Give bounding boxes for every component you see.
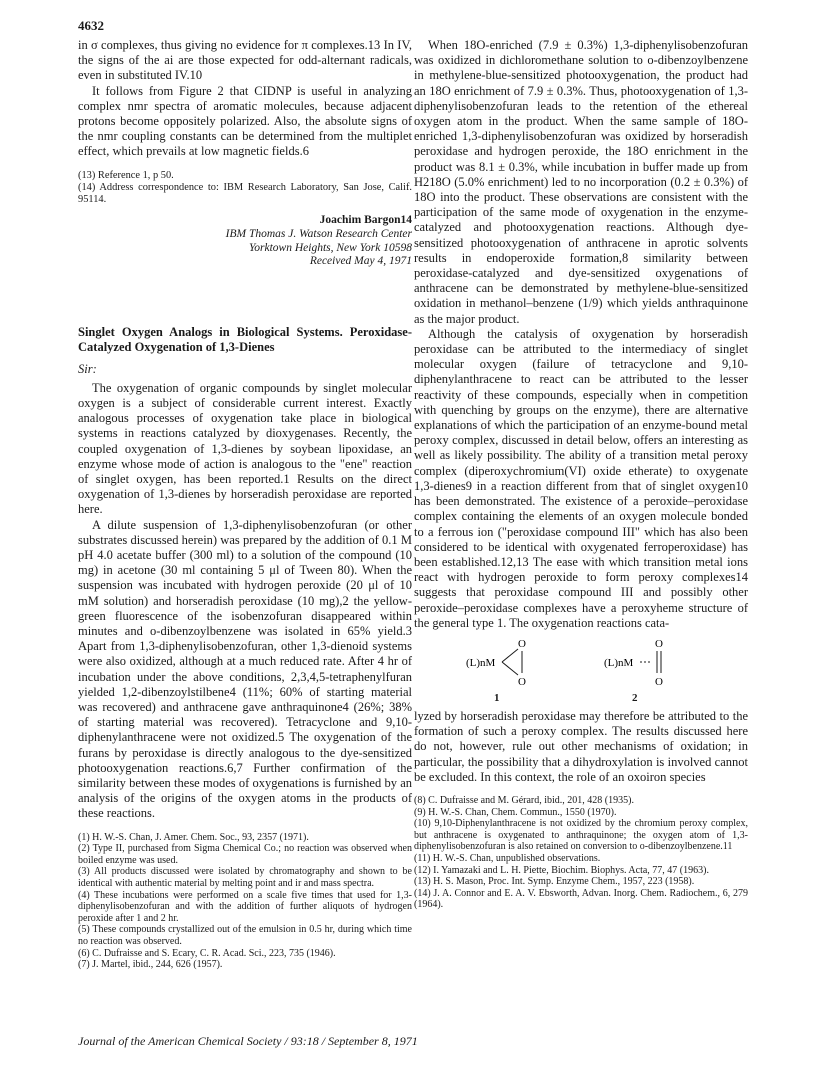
received-date: Received May 4, 1971 (309, 255, 412, 268)
reference-13: (13) Reference 1, p 50. (78, 169, 174, 181)
footnote-13: (13) H. S. Mason, Proc. Int. Symp. Enzyme Chem., 1957, 223 (1958). (414, 876, 695, 888)
address-line: Yorktown Heights, New York 10598 (248, 241, 412, 254)
superoxo-structure (604, 635, 694, 689)
structure-figure (414, 635, 748, 707)
footnote-8: (8) C. Dufraisse and M. Gérard, ibid., 201, 428 (1935). (414, 794, 634, 806)
reference-14: (14) Address correspondence to: IBM Research Laboratory, San Jose, Calif. 95114. (78, 182, 412, 206)
page-number: 4632 (78, 18, 104, 33)
footnote-12: (12) I. Yamazaki and L. H. Piette, Biochim. Biophys. Acta, 77, 47 (1963). (414, 864, 709, 876)
methods-paragraph: A dilute suspension of 1,3-diphenylisobenzofuran (or other substrates discussed herein) was prepared by the addition of 0.1 M pH 4.0 acetate buffer (300 ml) to a solution of the compound (10 mg) in acetone (30 ml containing 5 μl of Tween 80). When the suspension was incubated with hydrogen peroxide (20 μl of 10 mM solution) and horseradish peroxidase (10 mg),2 the yellow-green fluorescence of the isobenzofuran disappeared within minutes and o-dibenzoylbenzene was isolated in 65% yield.3 Apart from 1,3-diphenylisobenzofuran, other 1,3-dienoid systems were also oxidized, although at a much reduced rate. After 4 hr of incubation under the above conditions, 2,3,4,5-tetraphenylfuran yielded 1,2-dibenzoylstilbene4 (11%; 60% of starting material was recovered) and anthracene gave anthraquinone4 (26%; 38% of starting material was recovered). Tetracyclone and 9,10-diphenylanthracene were not oxidized.5 The oxygenation of the furans by peroxidase is directly analogous to the dye-sensitized photooxygenation reactions.6,7 Further confirmation of the similarity between these modes of oxygenations is furnished by an analysis of the origins of the oxygen atoms in the products of these reactions. (78, 517, 412, 821)
signature-block (78, 213, 412, 269)
structure-1-metal: (L)nM (466, 656, 496, 669)
author-name: Joachim Bargon14 (319, 213, 412, 226)
footnote-10: (10) 9,10-Diphenylanthracene is not oxidized by the chromium peroxy complex, but anthracene is oxygenated to anthraquinone; the oxygen atom of 1,3-diphenylisobenzofuran is also retained on conversion to o-dibenzoylbenzene.11 (414, 818, 748, 853)
structure-1-oxygen-bottom: O (518, 675, 526, 688)
catalysis-paragraph: Although the catalysis of oxygenation by horseradish peroxidase can be attributed to the intermediacy of singlet molecular oxygen (failure of tetracyclone and 9,10-diphenylanthracene to react can be attributed to the lesser reactivity of these compounds, especially when in competition with quenching by groups on the enzyme), there are alternative explanations of which the participation of an enzyme-bound metal peroxy complex, discussed in detail below, offers an interesting as well as likely possibility. The ability of a transition metal peroxy complex (diperoxychromium(VI) oxide etherate) to oxygenate 1,3-dienes9 in a reaction different from that of singlet oxygen10 has been demonstrated. The existence of a peroxide–peroxidase complex containing the elements of an oxygen molecule bonded to a ferrous ion ("peroxidase compound III" which has also been considered to be identical with oxygenated ferroperoxidase) has been established.12,13 The ease with which transition metal ions react with hydrogen peroxide to form peroxy complexes14 suggests that peroxidase compound III and possibly other peroxide–peroxidase complexes have a peroxyheme structure of the general type 1. The oxygenation reactions cata- (414, 326, 748, 630)
structure-2-metal: (L)nM (604, 656, 634, 669)
footnote-11: (11) H. W.-S. Chan, unpublished observations. (414, 852, 601, 864)
structure-1-oxygen-top: O (518, 637, 526, 650)
footnote-7: (7) J. Martel, ibid., 244, 626 (1957). (78, 959, 223, 971)
structure-2-oxygen-top: O (655, 637, 663, 650)
peroxy-ring-structure (466, 635, 556, 689)
structure-2-label: 2 (632, 691, 638, 704)
left-column (78, 38, 412, 971)
affiliation-line: IBM Thomas J. Watson Research Center (225, 228, 412, 241)
footnote-3: (3) All products discussed were isolated by chromatography and shown to be identical with authentic material by melting point and ir and mass spectra. (78, 866, 412, 890)
structure-2 (604, 635, 694, 694)
footnotes-left (78, 832, 412, 971)
structure-1 (466, 635, 556, 694)
footnote-4: (4) These incubations were performed on a scale five times that used for 1,3-diphenylisobenzofuran and with the addition of further aliquots of hydrogen peroxide after 1 and 2 hr. (78, 889, 412, 924)
structure-2-oxygen-bottom: O (655, 675, 663, 688)
mechanism-paragraph: lyzed by horseradish peroxidase may therefore be attributed to the formation of such a peroxy complex. The results discussed here do not, however, rule out other mechanisms of oxidation; in particular, the possibility that a dihydroxylation is involved cannot be excluded. In this context, the role of an oxoiron species (414, 708, 748, 784)
footnote-5: (5) These compounds crystallized out of the emulsion in 0.5 hr, during which time no reaction was observed. (78, 924, 412, 947)
isotope-paragraph: When 18O-enriched (7.9 ± 0.3%) 1,3-diphenylisobenzofuran was oxidized in dichloromethane solution to o-dibenzoylbenzene in methylene-blue-sensitized photooxygenation, the product had an 18O enrichment of 7.9 ± 0.3%. Thus, photooxygenation of 1,3-diphenylisobenzofuran leads to the retention of the ethereal oxygen atom in the product. When the same sample of 18O-enriched 1,3-diphenylisobenzofuran was oxidized by horseradish peroxidase and hydrogen peroxide, the 18O enrichment in the product was 8.1 ± 0.3%, while incubation in buffer made up from H218O (5.0% enrichment) led to no incorporation (0.2 ± 0.3%) of 18O into the product. These observations are consistent with the participation of the same mode of oxygenation in the enzyme-catalyzed and photooxygenation reactions. Although dye-sensitized photooxygenation of anthracene in aprotic solvents results in endoperoxide formation,8 similarity between peroxidase-catalyzed and dye-sensitized oxygenations of anthracene can be demonstrated by methylene-blue-sensitized oxidation in methanol–benzene (1/9) which yields anthraquinone as the major product. (414, 38, 748, 326)
footnote-9: (9) H. W.-S. Chan, Chem. Commun., 1550 (1970). (414, 806, 617, 818)
footnote-1: (1) H. W.-S. Chan, J. Amer. Chem. Soc., 93, 2357 (1971). (78, 831, 309, 843)
footnote-6: (6) C. Dufraisse and S. Ecary, C. R. Acad. Sci., 223, 735 (1946). (78, 947, 336, 959)
journal-footer: Journal of the American Chemical Society / 93:18 / September 8, 1971 (78, 1034, 418, 1048)
footnote-14: (14) J. A. Connor and E. A. V. Ebsworth, Advan. Inorg. Chem. Radiochem., 6, 279 (1964). (414, 887, 748, 911)
right-column (414, 38, 748, 911)
carry-over-paragraph: in σ complexes, thus giving no evidence for π complexes.13 In IV, the signs of the ai are those expected for odd-alternant radicals, even in substituted IV.10 (78, 38, 412, 83)
article-title: Singlet Oxygen Analogs in Biological Systems. Peroxidase-Catalyzed Oxygenation of 1,3-Dienes (78, 324, 412, 354)
previous-article-references (78, 170, 412, 207)
footnotes-right (414, 795, 748, 911)
footnote-2: (2) Type II, purchased from Sigma Chemical Co.; no reaction was observed when boiled enzyme was used. (78, 843, 412, 866)
intro-paragraph: The oxygenation of organic compounds by singlet molecular oxygen is a subject of considerable current interest. Exactly analogous processes of oxygenation take place in biological systems in reactions catalyzed by dioxygenases. Recently, the coupled oxygenation of 1,3-dienes by soybean lipoxidase, an enzyme whose mode of action is analogous to the "ene" reaction of singlet oxygen, has been reported.1 Results on the direct oxygenation of 1,3-dienes by horseradish peroxidase are reported here. (78, 380, 412, 517)
salutation: Sir: (78, 361, 97, 376)
structure-1-label: 1 (494, 691, 500, 704)
cidnp-paragraph: It follows from Figure 2 that CIDNP is useful in analyzing complex nmr spectra of aromatic molecules, because adjacent protons become oppositely polarized. Also, the absolute signs of the nmr coupling constants can be determined from the multiplet effect, which prevails at low magnetic fields.6 (78, 83, 412, 159)
